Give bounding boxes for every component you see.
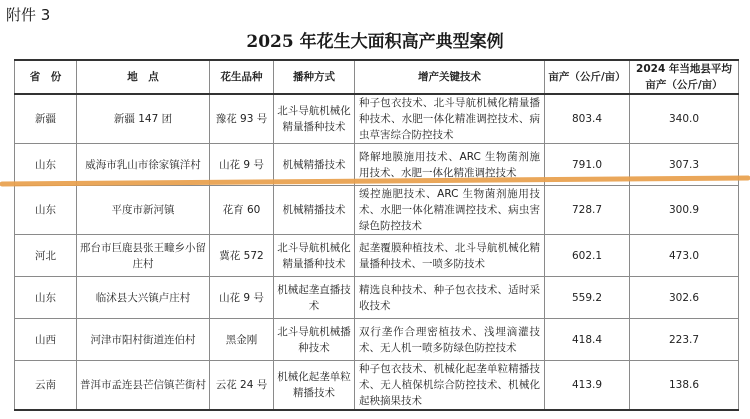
cell-county-average: 138.6: [630, 361, 739, 411]
header-yield: 亩产（公斤/亩）: [545, 60, 630, 94]
cell-sowing-method: 机械起垄直播技术: [274, 277, 355, 319]
cell-province: 云南: [15, 361, 77, 411]
cell-key-technology: 精选良种技术、种子包衣技术、适时采收技术: [355, 277, 545, 319]
cell-key-technology: 起垄覆膜种植技术、北斗导航机械化精量播种技术、一喷多防技术: [355, 235, 545, 277]
cell-sowing-method: 北斗导航机械化精量播种技术: [274, 235, 355, 277]
cell-variety: 黑金刚: [210, 319, 274, 361]
cell-variety: 花育 60: [210, 186, 274, 235]
cell-key-technology: 种子包衣技术、北斗导航机械化精量播种技术、水肥一体化精准调控技术、病虫草害综合防控技术: [355, 94, 545, 144]
cell-sowing-method: 北斗导航机械播种技术: [274, 319, 355, 361]
cell-yield: 418.4: [545, 319, 630, 361]
header-key-technology: 增产关键技术: [355, 60, 545, 94]
cell-key-technology: 双行垄作合理密植技术、浅埋滴灌技术、无人机一喷多防绿色防控技术: [355, 319, 545, 361]
cell-county-average: 223.7: [630, 319, 739, 361]
cell-province: 山东: [15, 144, 77, 186]
table-row: [15, 144, 739, 186]
cell-location: 新疆 147 团: [77, 94, 210, 144]
cell-county-average: 307.3: [630, 144, 739, 186]
cell-location: 平度市新河镇: [77, 186, 210, 235]
cell-variety: 冀花 572: [210, 235, 274, 277]
cell-yield: 791.0: [545, 144, 630, 186]
cell-key-technology: 缓控施肥技术、ARC 生物菌剂施用技术、水肥一体化精准调控技术、病虫害绿色防控技术: [355, 186, 545, 235]
cell-province: 新疆: [15, 94, 77, 144]
cell-variety: 山花 9 号: [210, 144, 274, 186]
table-row: [15, 235, 739, 277]
cell-yield: 559.2: [545, 277, 630, 319]
cell-county-average: 300.9: [630, 186, 739, 235]
table-row: [15, 361, 739, 411]
cell-yield: 728.7: [545, 186, 630, 235]
attachment-label: 附件 3: [6, 6, 51, 24]
cell-key-technology: 种子包衣技术、机械化起垄单粒精播技术、无人植保机综合防控技术、机械化起秧摘果技术: [355, 361, 545, 411]
cell-sowing-method: 机械精播技术: [274, 186, 355, 235]
cell-variety: 豫花 93 号: [210, 94, 274, 144]
table-header-row: [15, 60, 739, 94]
peanut-yield-table: [14, 59, 739, 411]
cell-sowing-method: 机械化起垄单粒精播技术: [274, 361, 355, 411]
cell-variety: 山花 9 号: [210, 277, 274, 319]
cell-sowing-method: 机械精播技术: [274, 144, 355, 186]
cell-location: 普洱市孟连县芒信镇芒街村: [77, 361, 210, 411]
cell-location: 邢台市巨鹿县张王疃乡小留庄村: [77, 235, 210, 277]
cell-variety: 云花 24 号: [210, 361, 274, 411]
cell-province: 山西: [15, 319, 77, 361]
cell-yield: 803.4: [545, 94, 630, 144]
header-sowing-method: 播种方式: [274, 60, 355, 94]
table-row: [15, 319, 739, 361]
document-title: 2025 年花生大面积高产典型案例: [246, 32, 504, 52]
cell-county-average: 302.6: [630, 277, 739, 319]
cell-sowing-method: 北斗导航机械化精量播种技术: [274, 94, 355, 144]
cell-key-technology: 降解地膜施用技术、ARC 生物菌剂施用技术、水肥一体化精准调控技术: [355, 144, 545, 186]
table-row: [15, 94, 739, 144]
cell-location: 威海市乳山市徐家镇洋村: [77, 144, 210, 186]
cell-location: 临沭县大兴镇卢庄村: [77, 277, 210, 319]
cell-yield: 413.9: [545, 361, 630, 411]
header-variety: 花生品种: [210, 60, 274, 94]
cell-county-average: 473.0: [630, 235, 739, 277]
cell-province: 山东: [15, 277, 77, 319]
cell-yield: 602.1: [545, 235, 630, 277]
cell-province: 山东: [15, 186, 77, 235]
table-row: [15, 186, 739, 235]
header-location: 地 点: [77, 60, 210, 94]
header-province: 省 份: [15, 60, 77, 94]
cell-province: 河北: [15, 235, 77, 277]
table-row: [15, 277, 739, 319]
header-county-average-yield: 2024 年当地县平均亩产（公斤/亩）: [630, 60, 739, 94]
cell-location: 河津市阳村街道连伯村: [77, 319, 210, 361]
cell-county-average: 340.0: [630, 94, 739, 144]
